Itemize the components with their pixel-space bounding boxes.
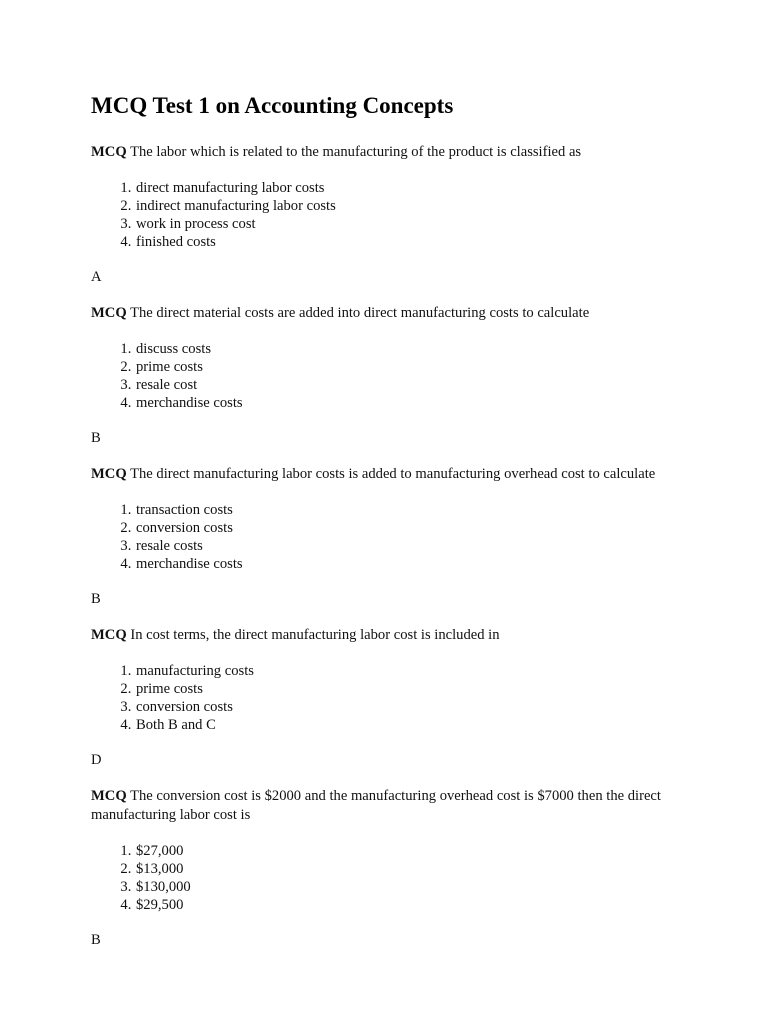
- question-4: [91, 626, 688, 770]
- option-item: 3. resale costs: [135, 537, 688, 555]
- question-body: The conversion cost is $2000 and the manufacturing overhead cost is $7000 then the direct manufacturing labor cost is: [91, 788, 661, 823]
- question-3: [91, 465, 688, 609]
- options-list: [91, 340, 688, 412]
- question-text: [91, 143, 688, 162]
- question-prefix: MCQ: [91, 305, 127, 321]
- option-item: 4. finished costs: [135, 233, 688, 251]
- option-item: 3. conversion costs: [135, 698, 688, 716]
- question-prefix: MCQ: [91, 788, 127, 804]
- answer-key: D: [91, 752, 102, 768]
- option-item: 3. $130,000: [135, 878, 688, 896]
- page-title: MCQ Test 1 on Accounting Concepts: [91, 93, 454, 118]
- question-text: [91, 465, 688, 484]
- answer-key: A: [91, 269, 102, 285]
- option-item: 3. resale cost: [135, 376, 688, 394]
- option-item: 4. $29,500: [135, 896, 688, 914]
- question-prefix: MCQ: [91, 466, 127, 482]
- option-item: 4. merchandise costs: [135, 394, 688, 412]
- answer-key: B: [91, 430, 101, 446]
- option-item: 2. prime costs: [135, 358, 688, 376]
- option-item: 4. Both B and C: [135, 716, 688, 734]
- question-text: [91, 787, 688, 825]
- question-prefix: MCQ: [91, 627, 127, 643]
- question-body: The labor which is related to the manufacturing of the product is classified as: [130, 144, 582, 160]
- question-2: [91, 304, 688, 448]
- options-list: [91, 501, 688, 573]
- question-prefix: MCQ: [91, 144, 127, 160]
- option-item: 2. indirect manufacturing labor costs: [135, 197, 688, 215]
- answer-key: B: [91, 591, 101, 607]
- option-item: 1. $27,000: [135, 842, 688, 860]
- question-1: [91, 143, 688, 287]
- option-item: 1. discuss costs: [135, 340, 688, 358]
- option-item: 2. conversion costs: [135, 519, 688, 537]
- option-item: 1. transaction costs: [135, 501, 688, 519]
- option-item: 4. merchandise costs: [135, 555, 688, 573]
- question-text: [91, 304, 688, 323]
- options-list: [91, 179, 688, 251]
- option-item: 1. manufacturing costs: [135, 662, 688, 680]
- question-body: The direct material costs are added into direct manufacturing costs to calculate: [130, 305, 590, 321]
- question-body: The direct manufacturing labor costs is added to manufacturing overhead cost to calculate: [130, 466, 656, 482]
- options-list: [91, 662, 688, 734]
- question-text: [91, 626, 688, 645]
- answer-key: B: [91, 932, 101, 948]
- option-item: 1. direct manufacturing labor costs: [135, 179, 688, 197]
- question-body: In cost terms, the direct manufacturing labor cost is included in: [130, 627, 500, 643]
- option-item: 3. work in process cost: [135, 215, 688, 233]
- options-list: [91, 842, 688, 914]
- option-item: 2. prime costs: [135, 680, 688, 698]
- question-5: [91, 787, 688, 950]
- option-item: 2. $13,000: [135, 860, 688, 878]
